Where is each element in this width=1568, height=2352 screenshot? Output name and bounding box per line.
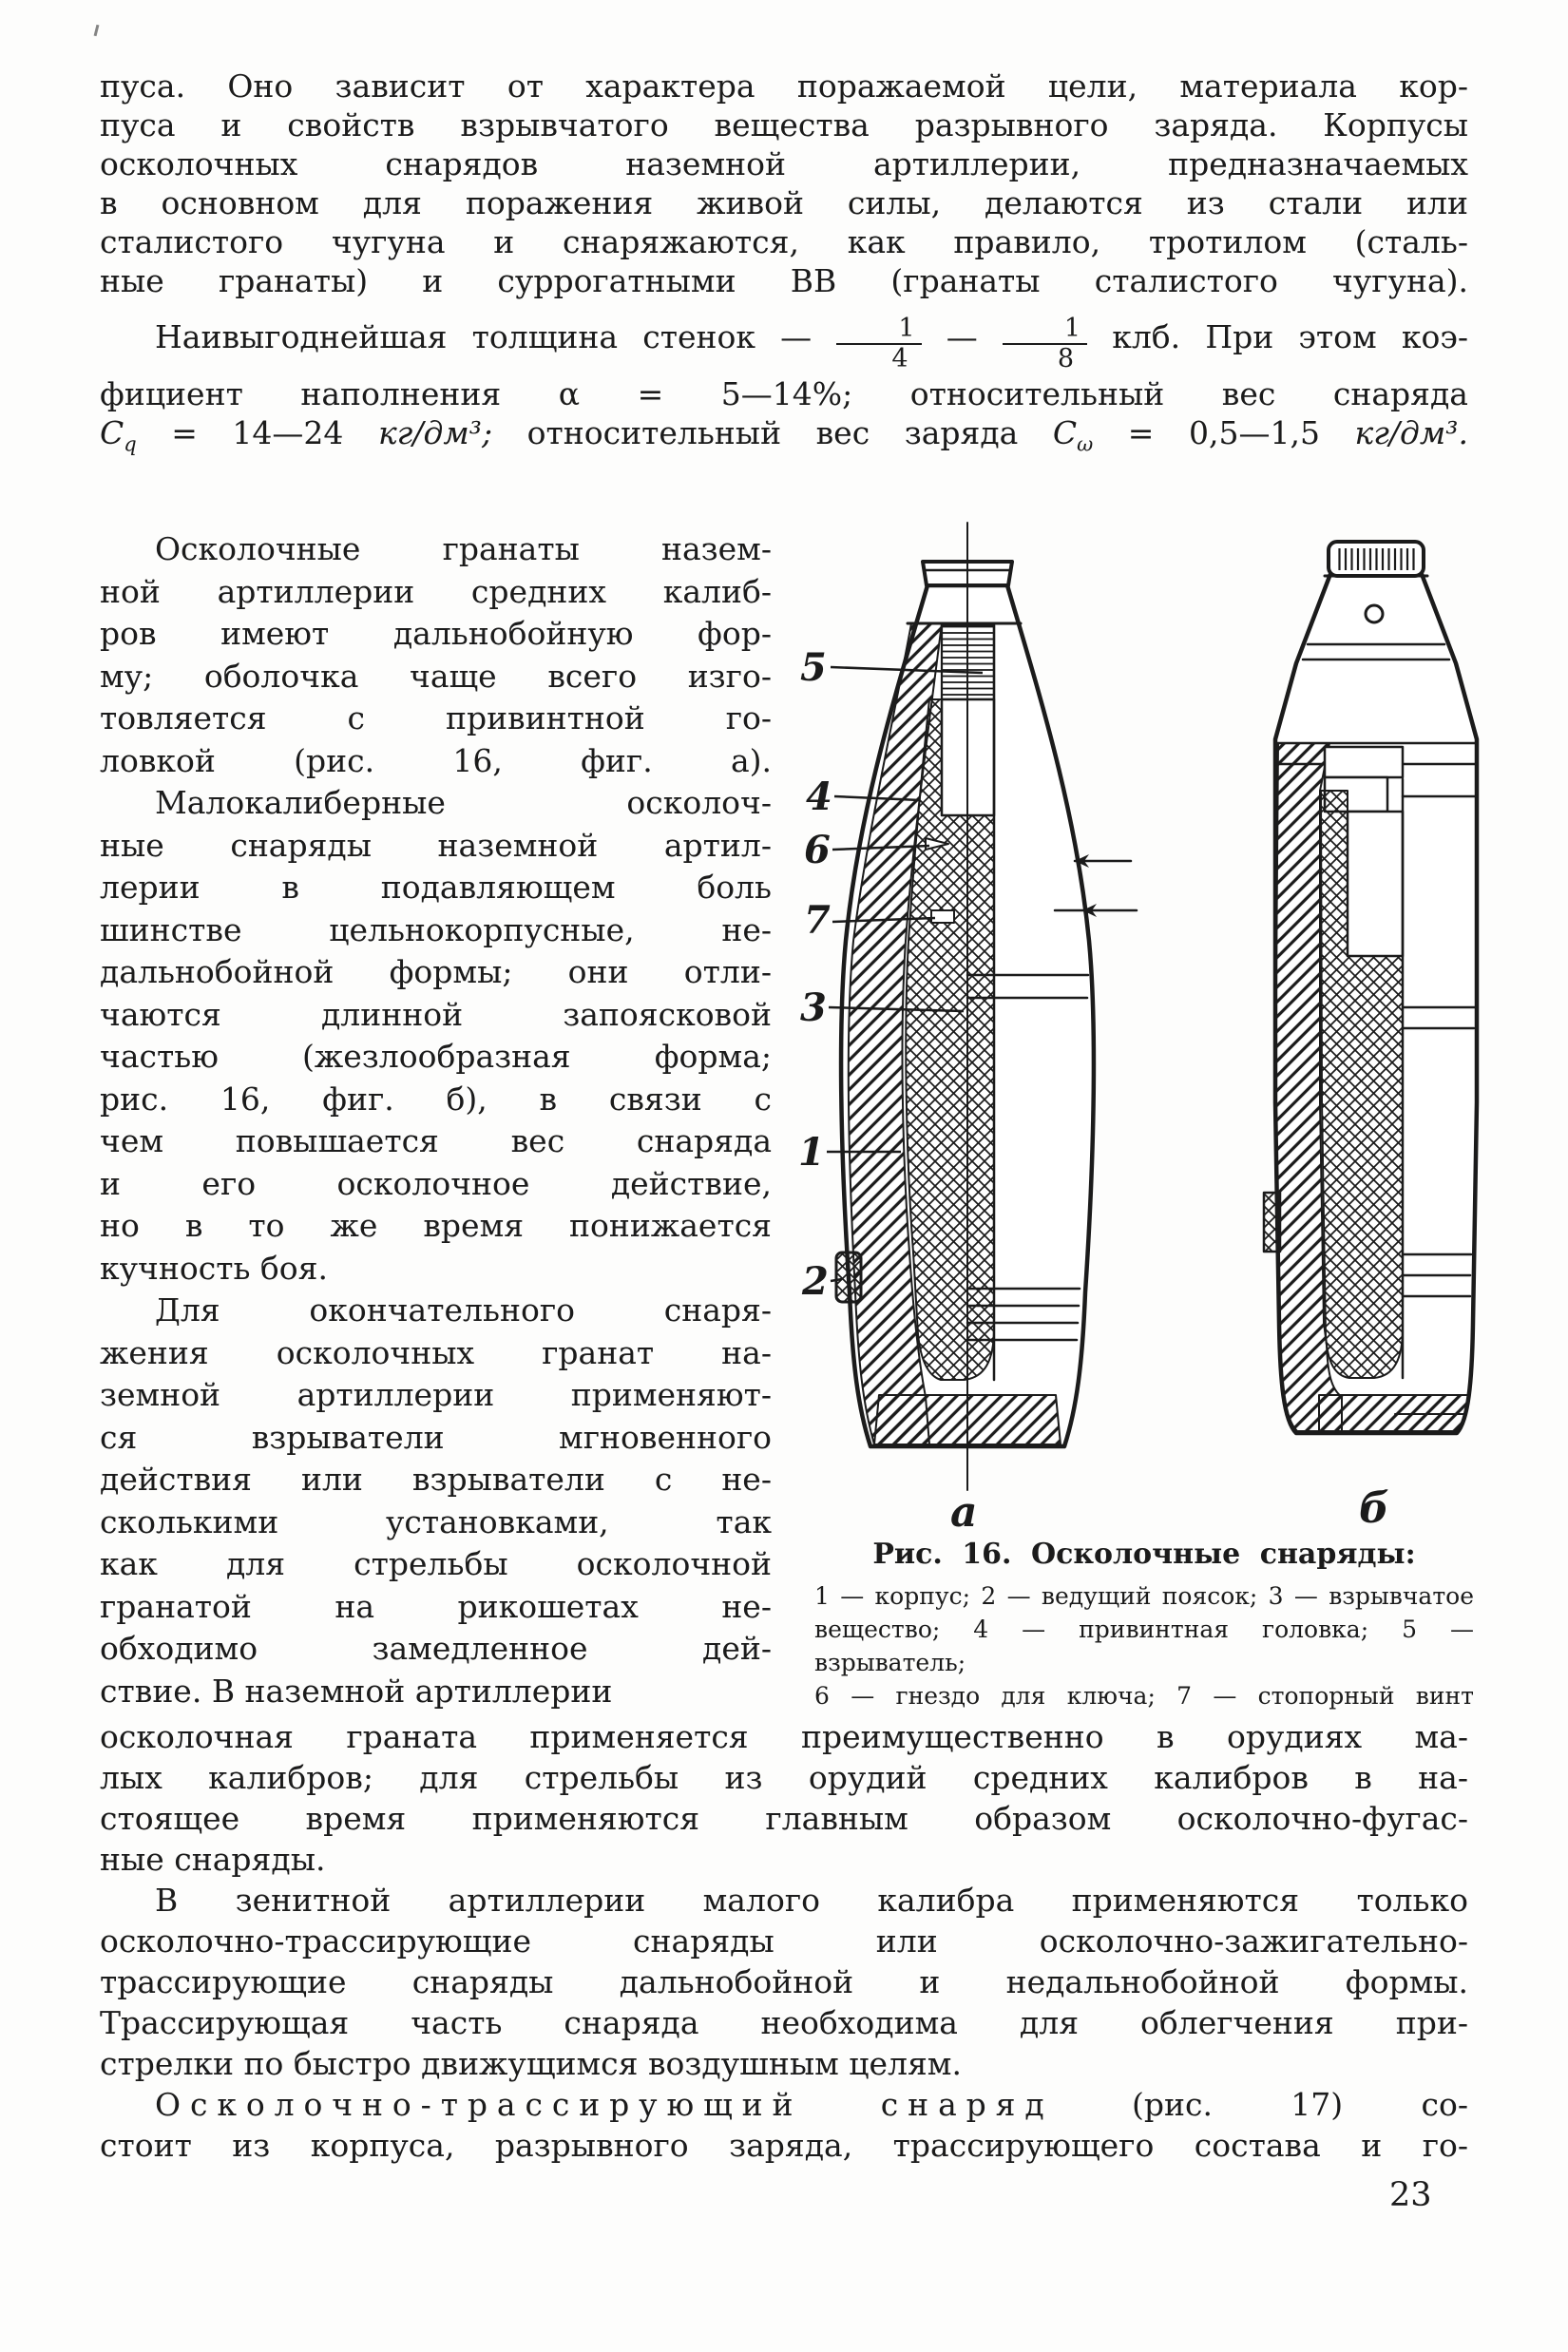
spaced-term-part-2: снаряд (880, 2086, 1054, 2123)
text-line: чем повышается вес снаряда (100, 1122, 772, 1159)
text-line: лых калибров; для стрельбы из орудий средних калибров в на- (100, 1759, 1468, 1796)
callout-2: 2 (802, 1259, 829, 1304)
text-line: как для стрельбы осколочной (100, 1545, 772, 1582)
callout-4: 4 (806, 774, 832, 819)
figure-legend (814, 1579, 1474, 1712)
left-text-column (100, 528, 772, 1712)
text-line: чаются длинной запоясковой (100, 995, 772, 1033)
text-line: осколочных снарядов наземной артиллерии, предназначаемых (100, 145, 1468, 182)
text-line: осколочно-трассирующие снаряды или осколочно-зажигательно- (100, 1922, 1468, 1960)
shell-diagrams-drawing (787, 494, 1501, 1532)
fraction-one-quarter: $\frac{1}{4}$ (836, 316, 921, 373)
text-line: сталистого чугуна и снаряжаются, как правило, тротилом (сталь- (100, 223, 1468, 260)
text-line: в основном для поражения живой силы, делаются из стали или (100, 184, 1468, 221)
figure-caption: Рис. 16. Осколочные снаряды: (872, 1538, 1416, 1571)
text-line: осколочная граната применяется преимущественно в орудиях ма- (100, 1718, 1468, 1755)
fuze-cap-knurling (1335, 548, 1417, 570)
paragraph-tracer-shell (100, 2084, 1468, 2166)
figure-caption-block (789, 1536, 1500, 1712)
text-line: му; оболочка чаще всего изго- (100, 657, 772, 695)
bottom-text-block (100, 1716, 1468, 2166)
shell-b-driving-band (1264, 1193, 1280, 1252)
text-line: и его осколочное действие, (100, 1164, 772, 1202)
text-line: ловкой (рис. 16, фиг. а). (100, 741, 772, 779)
text-line: товляется с привинтной го- (100, 699, 772, 736)
callout-numbers (798, 645, 832, 1304)
text-line: ствие. В наземной артиллерии (100, 1672, 613, 1710)
text-line: гранатой на рикошетах не- (100, 1587, 772, 1625)
shell-b-label: б (1359, 1484, 1389, 1532)
text-line: пуса. Оно зависит от характера поражаемой цели, материала кор- (100, 67, 1468, 105)
text-line: ные гранаты) и суррогатными ВВ (гранаты сталистого чугуна). (100, 262, 1468, 299)
paragraph-fuzes (100, 1290, 772, 1712)
callout-5: 5 (800, 645, 827, 690)
tracer-shell-line-2: стоит из корпуса, разрывного заряда, трассирующего состава и го- (100, 2127, 1468, 2164)
tracer-shell-line-1-rest: (рис. 17) со- (1131, 2086, 1468, 2123)
text-line: действия или взрыватели с не- (100, 1461, 772, 1498)
text-line: ные снаряды наземной артил- (100, 826, 772, 864)
text-line: шинстве цельнокорпусные, не- (100, 910, 772, 948)
scan-artifact (94, 25, 100, 36)
text-line: 1 — корпус; 2 — ведущий поясок; 3 — взрывчатое (814, 1582, 1474, 1610)
paragraph-usage (100, 1716, 1468, 1880)
text-line: ной артиллерии средних калиб- (100, 572, 772, 610)
text-line: вещество; 4 — привинтная головка; 5 — взрыватель; (814, 1616, 1474, 1676)
text-line: пуса и свойств взрывчатого вещества разрывного заряда. Корпусы (100, 106, 1468, 143)
driving-band (836, 1252, 861, 1302)
text-line: ные снаряды. (100, 1841, 326, 1878)
shell-b-diagram (1264, 542, 1477, 1433)
top-text-block (100, 67, 1468, 465)
callout-1: 1 (798, 1130, 825, 1175)
spaced-term-part-1: Осколочно-трассирующий (155, 2086, 803, 2123)
callout-3: 3 (800, 985, 827, 1030)
shell-a-label: а (950, 1488, 978, 1532)
head-hole (1366, 605, 1383, 622)
text-line: Малокалиберные осколоч- (155, 784, 772, 821)
text-line: трассирующие снаряды дальнобойной и недальнобойной формы. (100, 1963, 1468, 2000)
paragraph-medium-caliber (100, 528, 772, 782)
formula-lead: Наивыгоднейшая толщина стенок — (155, 318, 813, 355)
tracer-shell-line-1 (100, 2084, 1468, 2125)
paragraph-formula (100, 300, 1468, 465)
text-line: земной артиллерии применяют- (100, 1376, 772, 1413)
head-insert-step-1 (1325, 747, 1403, 777)
text-line: кучность боя. (100, 1249, 328, 1287)
paragraph-antiaircraft (100, 1880, 1468, 2084)
text-line: стоящее время применяются главным образом осколочно-фугас- (100, 1800, 1468, 1837)
text-line: жения осколочных гранат на- (100, 1333, 772, 1371)
formula-line-2: фициент наполнения α = 5—14%; относительный вес снаряда (100, 375, 1468, 412)
paragraph-intro (100, 67, 1468, 300)
text-line: сколькими установками, так (100, 1502, 772, 1540)
text-line: но в то же время понижается (100, 1207, 772, 1244)
text-line: стрелки по быстро движущимся воздушным целям. (100, 2045, 962, 2082)
formula-dash: — (946, 318, 978, 355)
text-line: ров имеют дальнобойную фор- (100, 615, 772, 652)
formula-tail: клб. При этом коэ- (1112, 318, 1468, 355)
paragraph-small-caliber (100, 782, 772, 1290)
text-line: обходимо замедленное дей- (100, 1630, 772, 1667)
figure-16 (787, 494, 1501, 1532)
text-line: Осколочные гранаты назем- (155, 530, 772, 567)
text-line: рис. 16, фиг. б), в связи с (100, 1080, 772, 1118)
text-line: В зенитной артиллерии малого калибра применяются только (155, 1882, 1468, 1919)
text-line: дальнобойной формы; они отли- (100, 953, 772, 990)
formula-line-3: $C_q$ = 14—24 кг/дм³; относительный вес заряда $C_\omega$ = 0,5—1,5 кг/дм³. (100, 414, 1468, 456)
page-number: 23 (1389, 2176, 1432, 2214)
callout-6: 6 (804, 828, 831, 872)
shell-b-fuze-well (1348, 812, 1403, 956)
formula-line-fractions (100, 300, 1468, 374)
text-line: частью (жезлообразная форма; (100, 1038, 772, 1075)
text-line: 6 — гнездо для ключа; 7 — стопорный винт (814, 1682, 1474, 1710)
text-line: лерии в подавляющем боль (100, 869, 772, 906)
shell-a-diagram (836, 523, 1137, 1490)
set-screw (931, 910, 954, 923)
text-line: Трассирующая часть снаряда необходима для облегчения при- (100, 2004, 1468, 2041)
fraction-one-eighth: $\frac{1}{8}$ (1003, 316, 1087, 373)
coefficient-cq-symbol: C (100, 414, 124, 451)
text-line: Для окончательного снаря- (155, 1291, 772, 1329)
coefficient-comega-symbol: C (1052, 414, 1078, 451)
text-line: ся взрыватели мгновенного (100, 1418, 772, 1456)
callout-7: 7 (804, 898, 831, 943)
